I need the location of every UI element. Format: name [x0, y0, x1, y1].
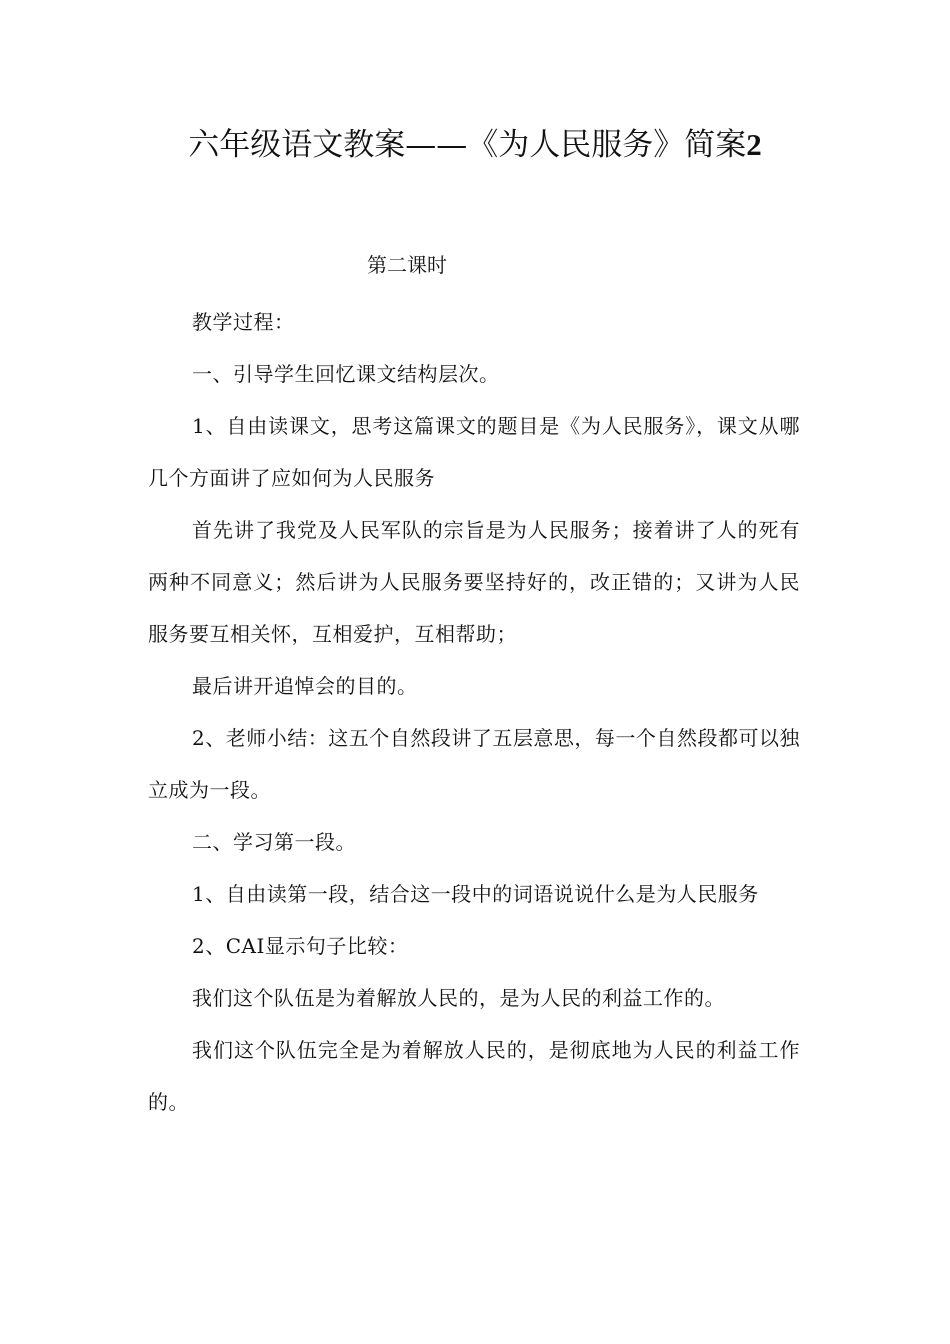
paragraph-section-two: 二、学习第一段。: [192, 830, 356, 854]
title-number: 2: [746, 127, 762, 162]
paragraph-sentence-two: 我们这个队伍完全是为着解放人民的，是彻底地为人民的利益工作的。: [148, 1038, 800, 1114]
lesson-heading: 第二课时: [367, 253, 447, 277]
document-body: [148, 296, 800, 1128]
paragraph-process: 教学过程：: [192, 310, 295, 334]
paragraph-summary-content: 首先讲了我党及人民军队的宗旨是为人民服务；接着讲了人的死有两种不同意义；然后讲为人民服务要坚持好的，改正错的；又讲为人民服务要互相关怀，互相爱护，互相帮助；: [148, 518, 800, 646]
paragraph-section-one: 一、引导学生回忆课文结构层次。: [192, 362, 500, 386]
paragraph-step-read-first: 1、自由读第一段，结合这一段中的词语说说什么是为人民服务: [192, 882, 759, 906]
document-title: [0, 121, 950, 169]
title-text: 六年级语文教案——《为人民服务》简案: [188, 127, 747, 163]
paragraph-step-read: 1、自由读课文，思考这篇课文的题目是《为人民服务》，课文从哪几个方面讲了应如何为人民服务: [148, 414, 800, 490]
paragraph-cai-compare: 2、CAI显示句子比较：: [192, 934, 409, 958]
paragraph-final-point: 最后讲开追悼会的目的。: [192, 674, 418, 698]
paragraph-sentence-one: 我们这个队伍是为着解放人民的，是为人民的利益工作的。: [192, 986, 725, 1010]
paragraph-teacher-summary: 2、老师小结：这五个自然段讲了五层意思，每一个自然段都可以独立成为一段。: [148, 726, 800, 802]
